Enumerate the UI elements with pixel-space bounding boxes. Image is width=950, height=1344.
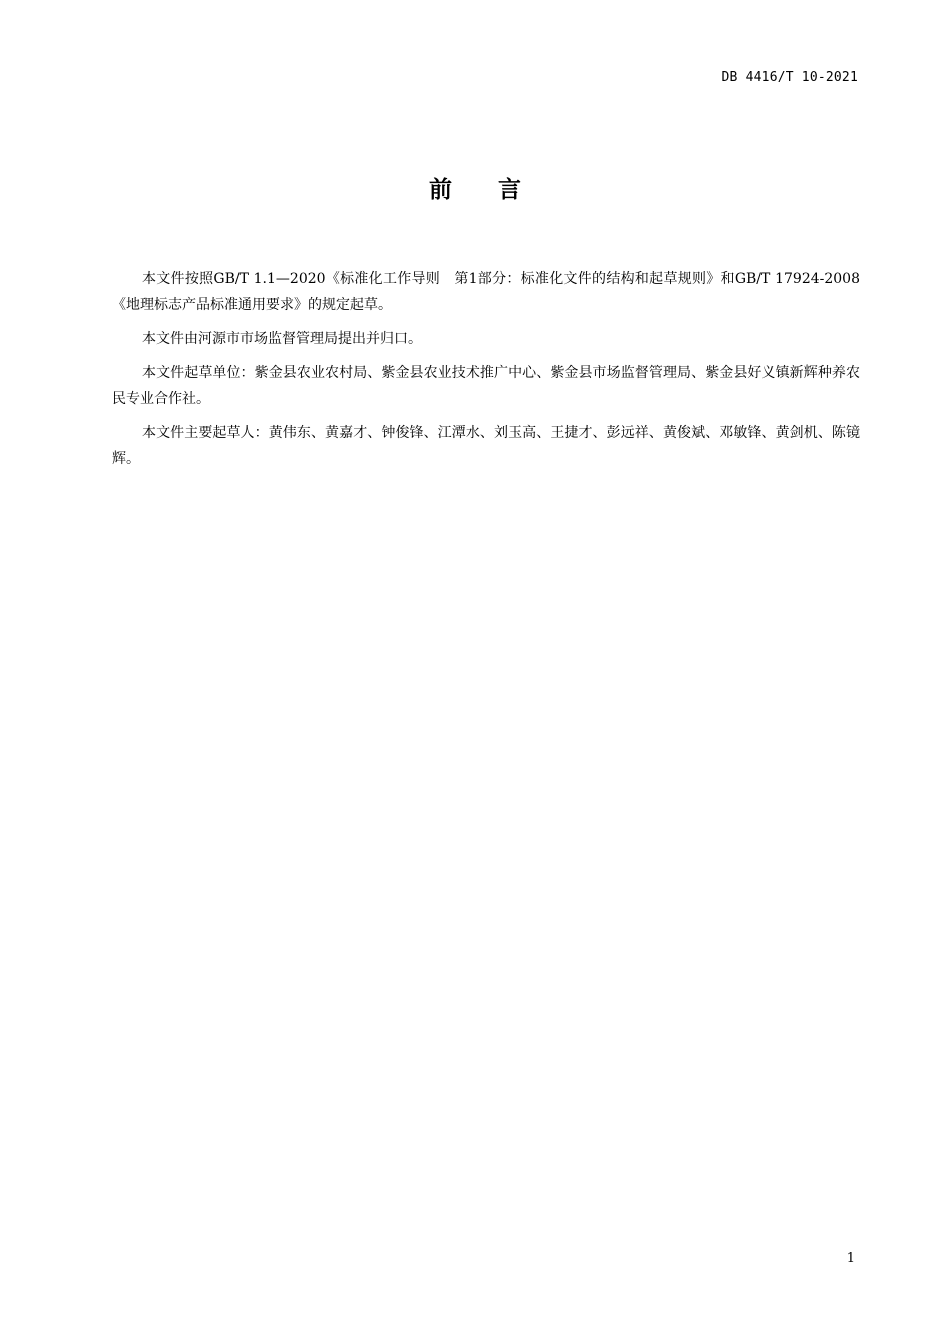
title-char-1: 前 <box>429 177 452 203</box>
title-char-2: 言 <box>498 177 521 203</box>
paragraph-proposer: 本文件由河源市市场监督管理局提出并归口。 <box>142 331 422 347</box>
page-number: 1 <box>846 1251 855 1266</box>
document-code: DB 4416/T 10-2021 <box>721 70 858 85</box>
paragraph-drafting-basis: 本文件按照GB/T 1.1—2020《标准化工作导则 第1部分：标准化文件的结构和起草规则》和GB/T 17924-2008 《地理标志产品标准通用要求》的规定起草。 <box>112 271 860 313</box>
foreword-body <box>112 266 860 480</box>
paragraph-drafters: 本文件主要起草人：黄伟东、黄嘉才、钟俊锋、江潭水、刘玉高、王捷才、彭远祥、黄俊斌、邓敏锋、黄剑机、陈镜辉。 <box>112 425 860 467</box>
page-title <box>0 172 950 208</box>
paragraph-drafting-units: 本文件起草单位：紫金县农业农村局、紫金县农业技术推广中心、紫金县市场监督管理局、紫金县好义镇新辉种养农民专业合作社。 <box>112 365 860 407</box>
